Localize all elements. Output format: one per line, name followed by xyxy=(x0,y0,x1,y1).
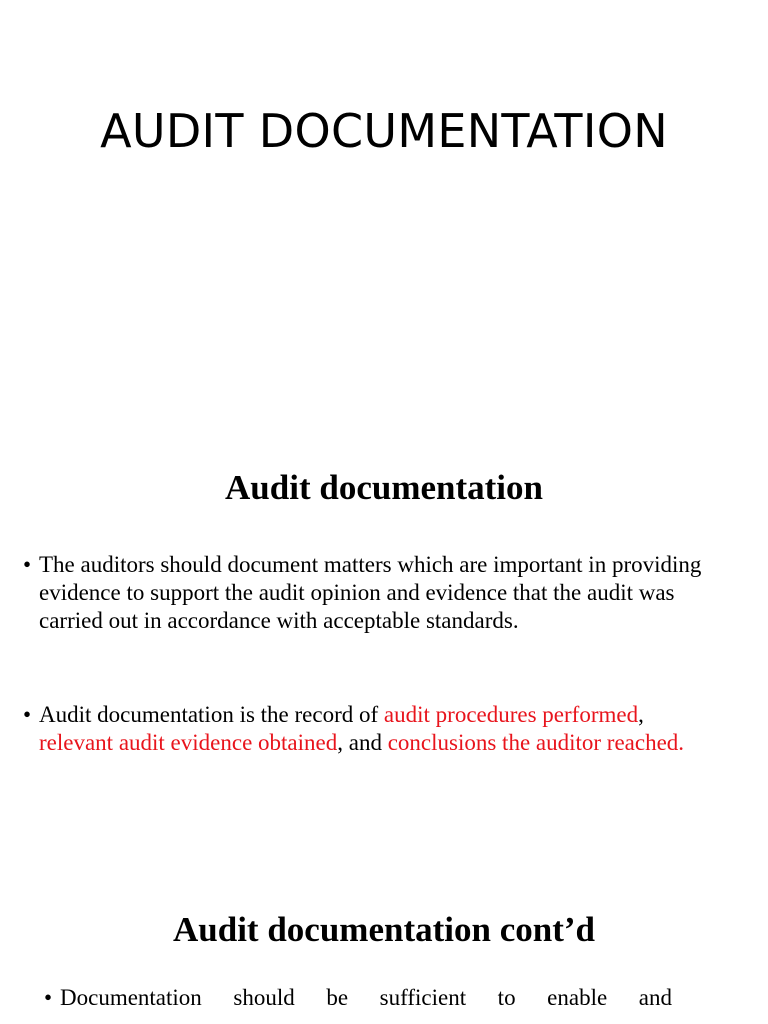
slide3-heading: Audit documentation cont’d xyxy=(173,910,595,949)
bullet-dot: • xyxy=(44,985,53,1010)
bullet-dot: • xyxy=(23,552,32,577)
slide-title: AUDIT DOCUMENTATION xyxy=(100,104,668,158)
bullet-evidence-matters xyxy=(23,551,729,635)
highlight-evidence: relevant audit evidence obtained xyxy=(39,730,338,755)
highlight-procedures: audit procedures performed xyxy=(383,702,639,727)
bullet-text-part3: , and xyxy=(337,730,388,755)
slide2-heading: Audit documentation xyxy=(225,468,543,507)
bullet-text: Documentation should be sufficient to enable and xyxy=(60,985,672,1010)
bullet-dot: • xyxy=(23,702,32,727)
bullet-documentation-sufficient xyxy=(44,984,672,1012)
bullet-text-part1: Audit documentation is the record of xyxy=(39,702,384,727)
bullet-record-definition xyxy=(23,701,729,757)
bullet-text: The auditors should document matters which are important in providing evidence to support the audit opinion and evidence that the audit was carried out in accordance with acceptable standards. xyxy=(39,552,702,633)
bullet-text-part2: , xyxy=(638,702,644,727)
highlight-conclusions: conclusions the auditor reached. xyxy=(387,730,685,755)
